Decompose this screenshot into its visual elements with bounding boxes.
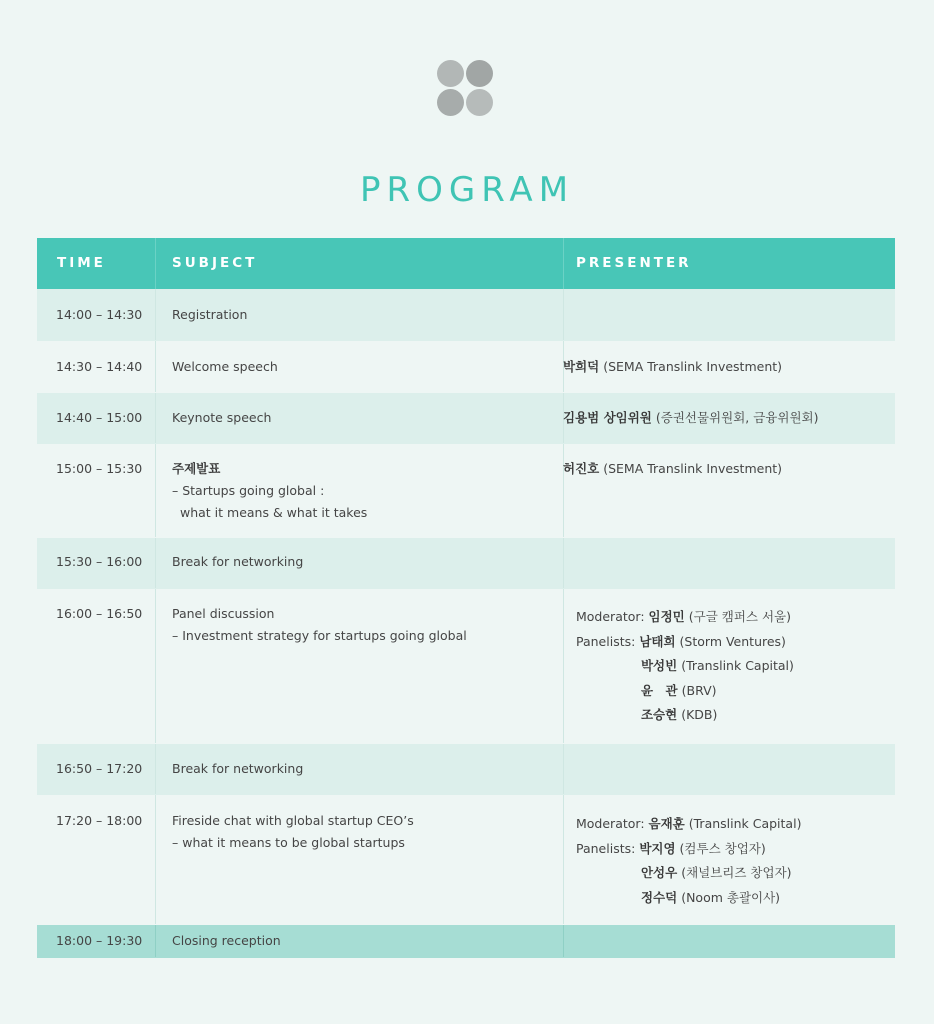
row-time: 16:00 – 16:50 xyxy=(56,606,143,621)
subject-title: 주제발표 xyxy=(172,461,221,476)
table-row xyxy=(37,341,895,393)
panelist-name: 윤 관 xyxy=(640,682,678,698)
panelist-org: (채널브리즈 창업자) xyxy=(681,865,792,880)
subject-title: Fireside chat with global startup CEO’s xyxy=(172,813,414,828)
table-row xyxy=(37,538,895,589)
moderator-org: (구글 캠퍼스 서울) xyxy=(688,609,791,624)
presenter-org: (SEMA Translink Investment) xyxy=(603,461,783,476)
row-time: 16:50 – 17:20 xyxy=(56,761,143,776)
header-time: TIME xyxy=(57,255,106,271)
row-subject xyxy=(172,810,414,854)
panelist-name: 남태희 xyxy=(639,633,676,649)
presenter-org: (증권선물위원회, 금융위원회) xyxy=(655,410,819,425)
moderator-line xyxy=(576,812,801,837)
presenter-name: 허진호 xyxy=(563,461,600,476)
row-subject: Break for networking xyxy=(172,761,304,776)
panelist-line xyxy=(576,861,801,886)
row-time: 17:20 – 18:00 xyxy=(56,813,143,828)
subject-line: what it means & what it takes xyxy=(180,505,368,520)
table-row xyxy=(37,289,895,341)
panelist-line xyxy=(576,630,794,655)
table-row xyxy=(37,795,895,925)
panelist-org: (KDB) xyxy=(681,707,718,722)
header-subject: SUBJECT xyxy=(172,255,258,271)
row-time: 14:40 – 15:00 xyxy=(56,410,143,425)
row-time: 15:00 – 15:30 xyxy=(56,461,143,476)
panelists-label: Panelists: xyxy=(576,633,636,649)
table-row xyxy=(37,744,895,795)
panelist-name: 박성빈 xyxy=(640,658,678,673)
table-row xyxy=(37,393,895,444)
panelist-name: 정수덕 xyxy=(640,889,678,905)
panelist-name: 박지영 xyxy=(639,840,676,856)
panelist-line xyxy=(576,679,794,704)
presenter-name: 김용범 상임위원 xyxy=(563,410,652,425)
page-title: PROGRAM xyxy=(359,170,575,210)
row-presenter xyxy=(576,812,801,910)
row-subject xyxy=(172,458,367,524)
subject-line: – Startups going global : xyxy=(172,483,325,498)
row-presenter xyxy=(576,605,794,728)
table-header xyxy=(37,238,895,289)
row-subject: Closing reception xyxy=(172,933,281,948)
moderator-name: 임정민 xyxy=(648,609,685,624)
row-subject: Keynote speech xyxy=(172,410,272,425)
panelist-org: (Translink Capital) xyxy=(681,658,794,673)
panelist-line xyxy=(576,886,801,911)
panelist-org: (컴투스 창업자) xyxy=(679,840,766,856)
panelist-org: (BRV) xyxy=(681,682,717,698)
moderator-name: 음재훈 xyxy=(648,816,685,831)
panelist-org: (Noom 총괄이사) xyxy=(681,889,781,905)
row-presenter xyxy=(563,458,782,480)
panelist-line xyxy=(576,654,794,679)
row-time: 14:00 – 14:30 xyxy=(56,307,143,322)
moderator-label: Moderator: xyxy=(576,609,645,624)
logo-circles-icon xyxy=(437,60,495,118)
row-time: 18:00 – 19:30 xyxy=(56,933,143,948)
subject-title: Panel discussion xyxy=(172,606,275,621)
row-subject: Registration xyxy=(172,307,248,322)
row-subject xyxy=(172,603,467,647)
row-subject: Break for networking xyxy=(172,554,304,569)
panelist-org: (Storm Ventures) xyxy=(679,633,786,649)
row-time: 15:30 – 16:00 xyxy=(56,554,143,569)
panelist-line xyxy=(576,703,794,728)
moderator-line xyxy=(576,605,794,630)
table-row xyxy=(37,925,895,958)
panelists-label: Panelists: xyxy=(576,840,636,856)
row-subject: Welcome speech xyxy=(172,359,278,374)
row-presenter xyxy=(563,356,782,378)
row-time: 14:30 – 14:40 xyxy=(56,359,143,374)
table-row xyxy=(37,444,895,538)
presenter-name: 박희덕 xyxy=(563,359,600,374)
subject-line: – Investment strategy for startups going global xyxy=(172,628,467,643)
program-table xyxy=(37,238,895,958)
panelist-name: 안성우 xyxy=(640,865,678,880)
moderator-org: (Translink Capital) xyxy=(688,816,802,831)
panelist-line xyxy=(576,837,801,862)
table-row xyxy=(37,589,895,744)
row-presenter xyxy=(563,407,818,429)
presenter-org: (SEMA Translink Investment) xyxy=(603,359,783,374)
header-presenter: PRESENTER xyxy=(576,255,692,271)
subject-line: – what it means to be global startups xyxy=(172,835,405,850)
moderator-label: Moderator: xyxy=(576,816,645,831)
panelist-name: 조승현 xyxy=(640,707,678,722)
